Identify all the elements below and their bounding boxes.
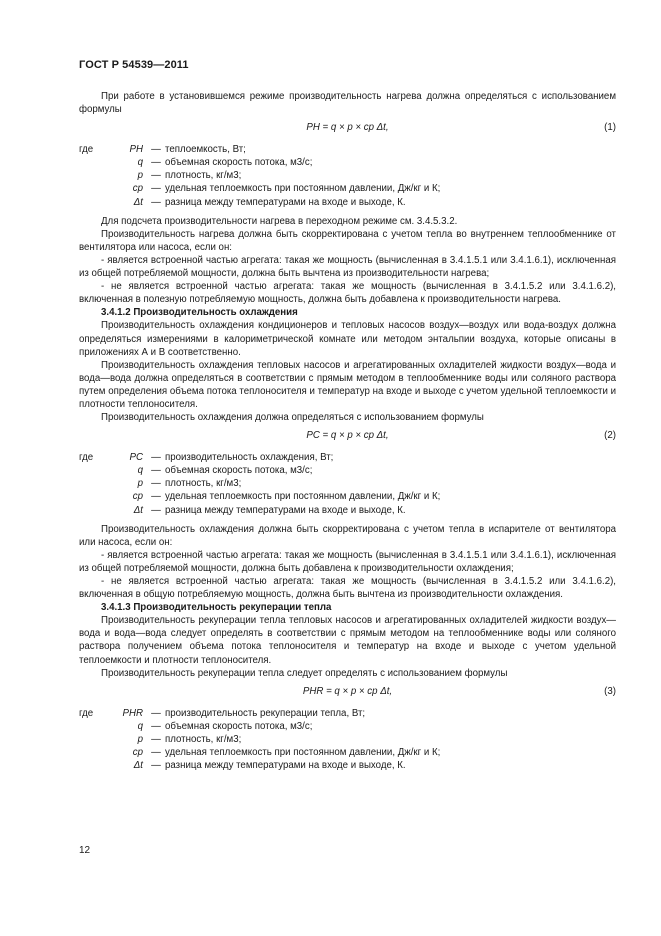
where-symbol: PHR [122,707,143,719]
where-lead [79,196,107,209]
where-symbol: cp [132,491,143,503]
recovery-paragraph: Производительность рекуперации тепла следует определять с использованием формулы [101,667,508,679]
where-symbol: PC [129,452,143,464]
where-row [79,707,616,720]
where-symbol: PH [129,144,143,156]
where-row [79,504,616,517]
where-symbol: Δt [133,504,143,516]
where-symbol: p [137,170,143,182]
where-dash: — [151,183,161,195]
where-dash: — [151,760,161,772]
where-row [79,720,616,733]
where-row [79,451,616,464]
where-desc: теплоемкость, Вт; [165,144,246,156]
formula-1 [79,119,616,137]
where-row [79,196,616,209]
formula-1-number: (1) [604,122,616,134]
where-desc: производительность рекуперации тепла, Вт; [165,707,366,719]
where-row [79,143,616,156]
intro-paragraph: При работе в установившемся режиме производительность нагрева должна определяться с использованием формулы [79,91,616,116]
heating-paragraph: Производительность нагрева должна быть скорректирована с учетом тепла во внутреннем теплообменнике от вентилятора или насоса, если он: [79,228,616,253]
where-desc: разница между температурами на входе и выходе, К. [165,196,406,208]
where-desc: плотность, кг/м3; [165,733,242,745]
where-lead [79,182,107,195]
formula-3-number: (3) [604,685,616,697]
where-symbol: p [137,733,143,745]
where-lead: где [79,144,94,156]
where-symbol: cp [132,183,143,195]
recovery-paragraph: Производительность рекуперации тепла тепловых насосов и агрегатированных охладителей жидкости воздух—вода и вода—вода следует определять в соответствии с прямым методом на теплообменнике воды или соляного раствора получением объема потока теплоносителя и температур на входе и выходе с учетом удельной теплоемкости и плотности теплоносителя. [79,615,616,666]
formula-2 [79,427,616,445]
section-heading-cooling: 3.4.1.2 Производительность охлаждения [101,307,298,319]
where-symbol: Δt [133,760,143,772]
where-desc: объемная скорость потока, м3/с; [165,157,313,169]
where-lead: где [79,707,94,719]
formula-3 [79,683,616,701]
where-row [79,759,616,772]
where-dash: — [151,733,161,745]
cooling-paragraph: Производительность охлаждения должна определяться с использованием формулы [101,412,484,424]
where-list-3 [79,707,616,772]
where-lead [79,759,107,772]
where-desc: разница между температурами на входе и выходе, К. [165,504,406,516]
document-header: ГОСТ Р 54539—2011 [79,59,189,71]
section-heading-recovery: 3.4.1.3 Производительность рекуперации тепла [101,602,332,614]
where-symbol: q [137,465,143,477]
where-desc: разница между температурами на входе и выходе, К. [165,760,406,772]
heating-paragraph: - не является встроенной частью агрегата: такая же мощность (вычисленная в 3.4.1.5.2 или 3.4.1.6.2), включенная в полезную потребляемую мощность, должна быть добавлена к производительности нагрева. [79,281,616,306]
where-row [79,733,616,746]
where-lead: где [79,452,94,464]
where-row [79,182,616,195]
where-list-1 [79,143,616,208]
where-desc: плотность, кг/м3; [165,478,242,490]
where-row [79,746,616,759]
where-desc: производительность охлаждения, Вт; [165,452,334,464]
where-dash: — [151,465,161,477]
where-dash: — [151,196,161,208]
formula-3-expression: PHR = q × p × cp Δt, [302,685,393,697]
where-row [79,477,616,490]
where-lead [79,746,107,759]
cooling-correction-paragraph: - является встроенной частью агрегата: такая же мощность (вычисленная в 3.4.1.5.1 или 3.4.1.6.1), исключенная из общей потребляемой мощности, должна быть добавлена к производительности охлаждения; [79,549,616,574]
cooling-correction-paragraph: Производительность охлаждения должна быть скорректирована с учетом тепла в испарителе от вентилятора или насоса, если он: [79,523,616,548]
where-lead [79,733,107,746]
where-dash: — [151,170,161,182]
where-desc: объемная скорость потока, м3/с; [165,720,313,732]
where-dash: — [151,478,161,490]
where-list-2 [79,451,616,516]
where-dash: — [151,491,161,503]
where-dash: — [151,747,161,759]
where-lead [79,504,107,517]
where-row [79,464,616,477]
cooling-paragraph: Производительность охлаждения тепловых насосов и агрегатированных охладителей жидкости воздух—вода и вода—вода должна определяться в соответствии с прямым методом в теплообменнике воды или соляного раствора путем определения объема потока теплоносителя и температур на входе и выходе с учетом удельной теплоемкости и плотности теплоносителя. [79,359,616,410]
formula-1-expression: PH = q × p × cp Δt, [306,122,389,134]
where-lead [79,156,107,169]
where-row [79,169,616,182]
where-symbol: q [137,157,143,169]
where-dash: — [151,504,161,516]
cooling-correction-paragraph: - не является встроенной частью агрегата: такая же мощность (вычисленная в 3.4.1.5.2 или 3.4.1.6.2), включенная в общую потребляемую мощность, должна быть вычтена из производительности охлаждения. [79,576,616,601]
where-row [79,490,616,503]
where-lead [79,490,107,503]
where-symbol: q [137,720,143,732]
heating-paragraph: - является встроенной частью агрегата: такая же мощность (вычисленная в 3.4.1.5.1 или 3.4.1.6.1), исключенная из общей потребляемой мощности, должна быть вычтена из производительности нагрева; [79,254,616,280]
where-desc: удельная теплоемкость при постоянном давлении, Дж/кг и К; [165,747,441,759]
where-dash: — [151,707,161,719]
where-lead [79,464,107,477]
where-lead [79,169,107,182]
cooling-paragraph: Производительность охлаждения кондиционеров и тепловых насосов воздух—воздух или вода-воздух должна определяться измерениями в калориметрической комнате или методом энтальпии воздуха, которые описаны в приложениях А и В соответственно. [79,320,616,358]
heating-paragraph: Для подсчета производительности нагрева в переходном режиме см. 3.4.5.3.2. [101,215,458,227]
where-desc: объемная скорость потока, м3/с; [165,465,313,477]
where-lead [79,720,107,733]
page-content [79,90,616,778]
where-symbol: Δt [133,196,143,208]
where-dash: — [151,720,161,732]
where-row [79,156,616,169]
where-dash: — [151,452,161,464]
where-symbol: cp [132,747,143,759]
where-desc: плотность, кг/м3; [165,170,242,182]
formula-2-number: (2) [604,430,616,442]
where-dash: — [151,157,161,169]
formula-2-expression: PC = q × p × cp Δt, [306,430,389,442]
where-symbol: p [137,478,143,490]
where-dash: — [151,144,161,156]
where-lead [79,477,107,490]
page-number: 12 [79,845,91,856]
where-desc: удельная теплоемкость при постоянном давлении, Дж/кг и К; [165,491,441,503]
where-desc: удельная теплоемкость при постоянном давлении, Дж/кг и К; [165,183,441,195]
